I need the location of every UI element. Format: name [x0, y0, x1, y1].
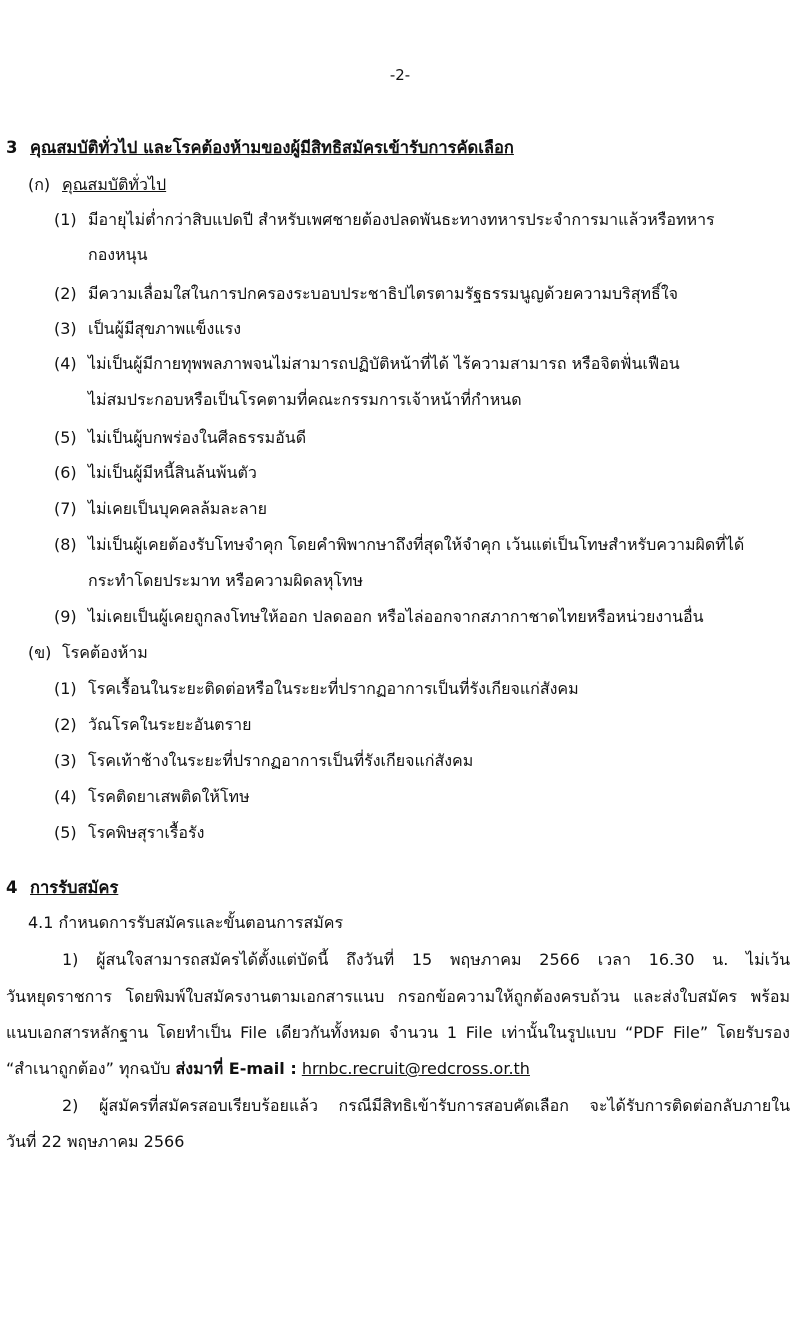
qual-item-text: มีความเลื่อมใสในการปกครองระบอบประชาธิปไตรตามรัฐธรรมนูญด้วยความบริสุทธิ์ใจ	[88, 284, 678, 303]
disease-item-number: (5)	[54, 823, 77, 842]
sub-b-title: โรคต้องห้าม	[62, 643, 148, 662]
qual-item-text: ไม่เป็นผู้บกพร่องในศีลธรรมอันดี	[88, 428, 307, 447]
sub-b-marker: (ข)	[28, 643, 52, 662]
page-number: -2-	[389, 66, 411, 84]
qual-item-text: กระทำโดยประมาท หรือความผิดลหุโทษ	[88, 571, 364, 590]
qual-item-text: เป็นผู้มีสุขภาพแข็งแรง	[88, 319, 242, 338]
section-4-number: 4	[6, 878, 18, 897]
qual-item-number: (1)	[54, 210, 77, 229]
disease-item-number: (2)	[54, 715, 77, 734]
qual-item-text: ไม่เป็นผู้มีหนี้สินล้นพ้นตัว	[88, 463, 257, 482]
disease-item-number: (4)	[54, 787, 77, 806]
section-4-title: การรับสมัคร	[30, 878, 119, 897]
send-to-label: ส่งมาที่ E-mail :	[175, 1059, 297, 1078]
disease-item-text: โรคเท้าช้างในระยะที่ปรากฏอาการเป็นที่รังเกียจแก่สังคม	[88, 751, 474, 770]
qual-item-number: (8)	[54, 535, 77, 554]
qual-item-number: (7)	[54, 499, 77, 518]
qual-item-number: (9)	[54, 607, 77, 626]
disease-item-text: โรคพิษสุราเรื้อรัง	[88, 823, 205, 842]
qual-item-text: ไม่เคยเป็นบุคคลล้มละลาย	[88, 499, 267, 518]
qual-item-number: (2)	[54, 284, 77, 303]
section-3-title: คุณสมบัติทั่วไป และโรคต้องห้ามของผู้มีสิทธิสมัครเข้ารับการคัดเลือก	[30, 138, 514, 157]
sub-a-marker: (ก)	[28, 175, 51, 194]
disease-item-number: (1)	[54, 679, 77, 698]
disease-item-text: โรคติดยาเสพติดให้โทษ	[88, 787, 250, 806]
qual-item-number: (3)	[54, 319, 77, 338]
qual-item-text: มีอายุไม่ต่ำกว่าสิบแปดปี สำหรับเพศชายต้องปลดพันธะทางทหารประจำการมาแล้วหรือทหาร	[88, 210, 715, 229]
paragraph-1-line: 1) ผู้สนใจสามารถสมัครได้ตั้งแต่บัดนี้ ถึงวันที่ 15 พฤษภาคม 2566 เวลา 16.30 น. ไม่เว้น	[62, 950, 790, 969]
qual-item-text: ไม่สมประกอบหรือเป็นโรคตามที่คณะกรรมการเจ้าหน้าที่กำหนด	[88, 390, 522, 409]
disease-item-number: (3)	[54, 751, 77, 770]
qual-item-text: ไม่เป็นผู้มีกายทุพพลภาพจนไม่สามารถปฏิบัติหน้าที่ได้ ไร้ความสามารถ หรือจิตฟั่นเฟือน	[88, 354, 680, 373]
paragraph-1-line: แนบเอกสารหลักฐาน โดยทำเป็น File เดียวกันทั้งหมด จำนวน 1 File เท่านั้นในรูปแบบ “PDF File” โดยรับรอง	[6, 1023, 790, 1042]
paragraph-2-line: วันที่ 22 พฤษภาคม 2566	[6, 1132, 185, 1151]
disease-item-text: วัณโรคในระยะอันตราย	[88, 715, 252, 734]
paragraph-2-line: 2) ผู้สมัครที่สมัครสอบเรียบร้อยแล้ว กรณีมีสิทธิเข้ารับการสอบคัดเลือก จะได้รับการติดต่อกลับภายใน	[62, 1096, 790, 1115]
qual-item-number: (6)	[54, 463, 77, 482]
qual-item-text: กองหนุน	[88, 245, 148, 264]
paragraph-1-last-line	[6, 1061, 530, 1077]
sub-a-title: คุณสมบัติทั่วไป	[62, 175, 167, 194]
qual-item-text: ไม่เป็นผู้เคยต้องรับโทษจำคุก โดยคำพิพากษาถึงที่สุดให้จำคุก เว้นแต่เป็นโทษสำหรับความผิดที่ได้	[88, 535, 745, 554]
qual-item-text: ไม่เคยเป็นผู้เคยถูกลงโทษให้ออก ปลดออก หรือไล่ออกจากสภากาชาดไทยหรือหน่วยงานอื่น	[88, 607, 704, 626]
qual-item-number: (5)	[54, 428, 77, 447]
qual-item-number: (4)	[54, 354, 77, 373]
subsection-4-1-title: 4.1 กำหนดการรับสมัครและขั้นตอนการสมัคร	[28, 913, 344, 932]
section-3-number: 3	[6, 138, 18, 157]
certified-copy-note: “สำเนาถูกต้อง” ทุกฉบับ	[6, 1059, 171, 1078]
email-link[interactable]: hrnbc.recruit@redcross.or.th	[301, 1059, 530, 1078]
disease-item-text: โรคเรื้อนในระยะติดต่อหรือในระยะที่ปรากฏอาการเป็นที่รังเกียจแก่สังคม	[88, 679, 579, 698]
paragraph-1-line: วันหยุดราชการ โดยพิมพ์ใบสมัครงานตามเอกสารแนบ กรอกข้อความให้ถูกต้องครบถ้วน และส่งใบสมัคร พร้อม	[6, 987, 790, 1006]
